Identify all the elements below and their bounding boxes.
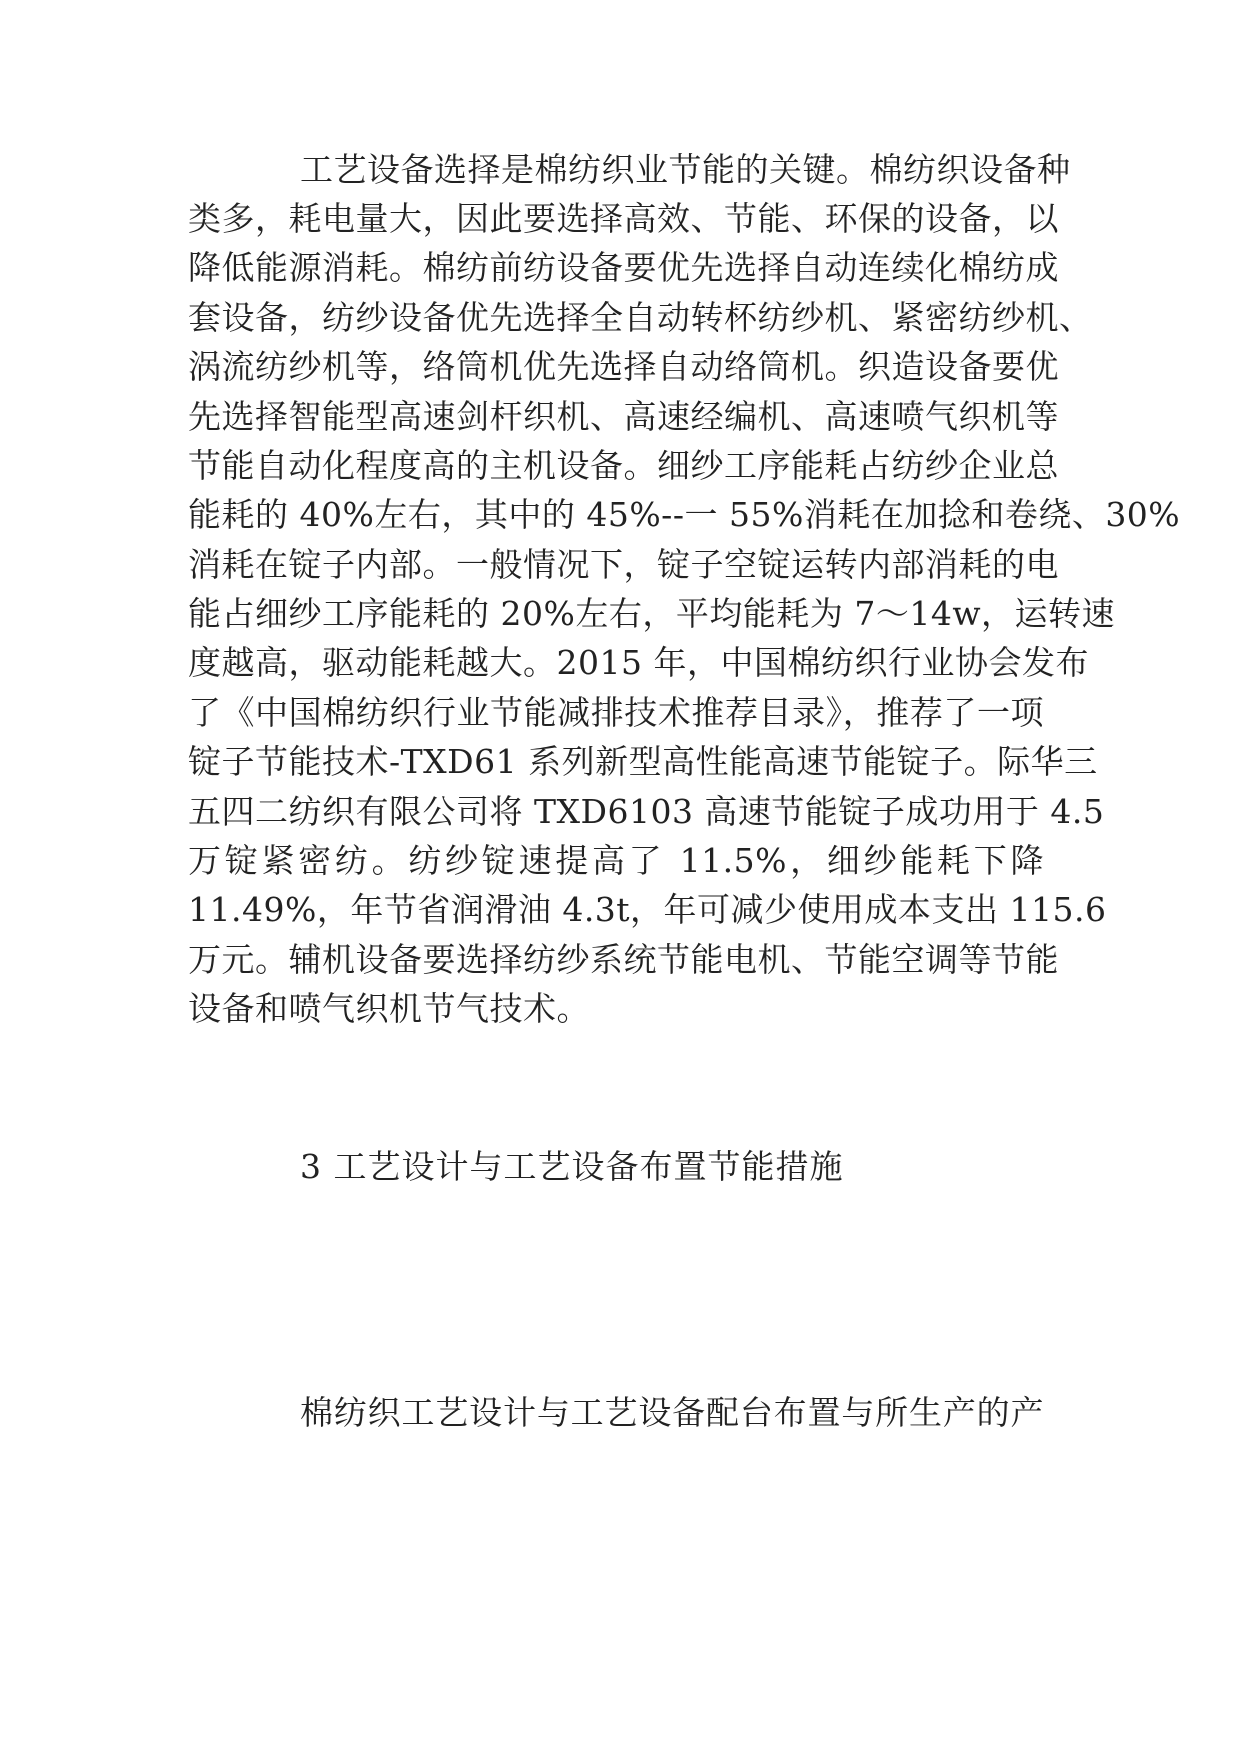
paragraph-1-line-7: 节能自动化程度高的主机设备。细纱工序能耗占纺纱企业总 xyxy=(188,446,1059,485)
paragraph-2-line-1: 棉纺织工艺设计与工艺设备配台布置与所生产的产 xyxy=(300,1393,1044,1432)
paragraph-1-line-12: 了《中国棉纺织行业节能减排技术推荐目录》，推荐了一项 xyxy=(188,693,1044,732)
paragraph-1-line-1: 工艺设备选择是棉纺织业节能的关键。棉纺织设备种 xyxy=(300,150,1071,189)
paragraph-1-line-9: 消耗在锭子内部。一般情况下，锭子空锭运转内部消耗的电 xyxy=(188,545,1059,584)
paragraph-1-line-11: 度越高，驱动能耗越大。2015 年，中国棉纺织行业协会发布 xyxy=(188,643,1089,682)
paragraph-1-line-18: 设备和喷气织机节气技术。 xyxy=(188,989,590,1028)
section-heading: 3 工艺设计与工艺设备布置节能措施 xyxy=(300,1147,844,1186)
paragraph-1-line-15: 万锭紧密纺。纺纱锭速提高了 11.5%，细纱能耗下降 xyxy=(188,841,1044,880)
paragraph-1-line-6: 先选择智能型高速剑杆织机、高速经编机、高速喷气织机等 xyxy=(188,397,1059,436)
paragraph-1-line-3: 降低能源消耗。棉纺前纺设备要优先选择自动连续化棉纺成 xyxy=(188,248,1059,287)
paragraph-1-line-5: 涡流纺纱机等，络筒机优先选择自动络筒机。织造设备要优 xyxy=(188,347,1059,386)
paragraph-1-line-10: 能占细纱工序能耗的 20%左右，平均能耗为 7～14w，运转速 xyxy=(188,594,1116,633)
paragraph-1-line-2: 类多，耗电量大，因此要选择高效、节能、环保的设备，以 xyxy=(188,199,1059,238)
paragraph-1-line-17: 万元。辅机设备要选择纺纱系统节能电机、节能空调等节能 xyxy=(188,940,1059,979)
paragraph-1-line-8: 能耗的 40%左右，其中的 45%--一 55%消耗在加捻和卷绕、30% xyxy=(188,495,1181,534)
paragraph-1-line-16: 11.49%，年节省润滑油 4.3t，年可减少使用成本支出 115.6 xyxy=(188,890,1107,929)
paragraph-1-line-13: 锭子节能技术-TXD61 系列新型高性能高速节能锭子。际华三 xyxy=(188,742,1098,781)
paragraph-1-line-14: 五四二纺织有限公司将 TXD6103 高速节能锭子成功用于 4.5 xyxy=(188,792,1105,831)
paragraph-1-line-4: 套设备，纺纱设备优先选择全自动转杯纺纱机、紧密纺纱机、 xyxy=(188,298,1093,337)
